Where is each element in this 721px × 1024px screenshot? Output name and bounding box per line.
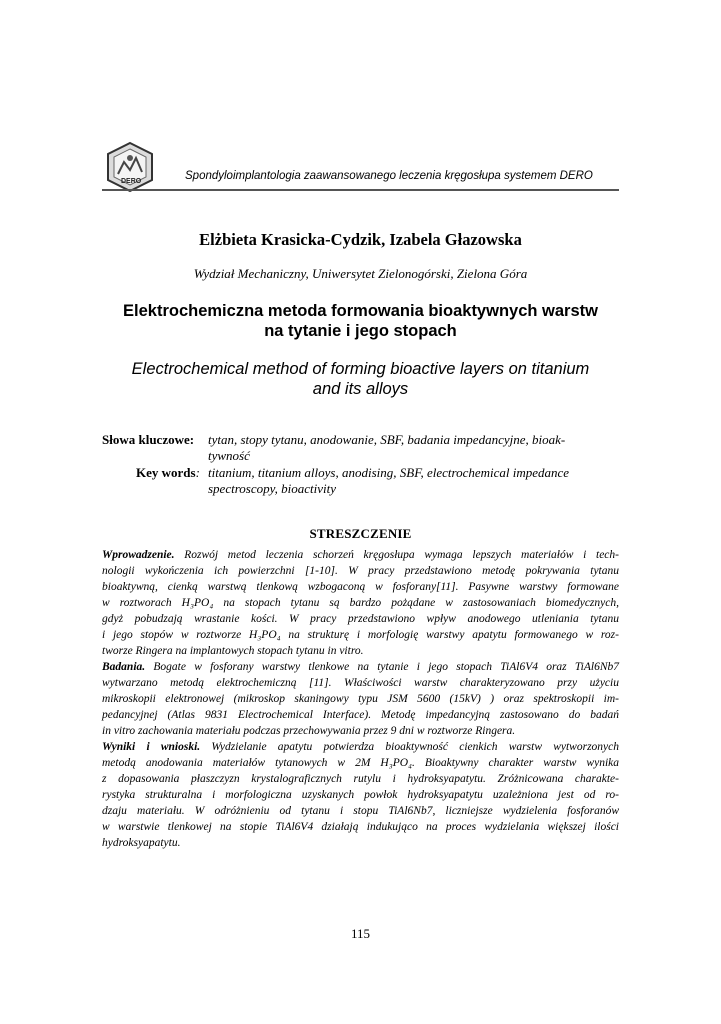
abstract-line: w warstwie tlenkowej na stopie TiAl6V4 działają indukująco na proces wydzielania większej ilości — [102, 821, 619, 833]
abstract-line: Badania. Bogate w fosforany warstwy tlenkowe na tytanie i jego stopach TiAl6V4 oraz TiAl6Nb7 — [102, 661, 619, 673]
running-title: Spondyloimplantologia zaawansowanego leczenia kręgosłupa systemem DERO — [185, 170, 593, 182]
title-english-line: and its alloys — [312, 380, 409, 398]
journal-logo — [104, 141, 156, 193]
affiliation: Wydział Mechaniczny, Uniwersytet Zielonogórski, Zielona Góra — [193, 266, 528, 281]
methods-label: Badania. — [102, 661, 146, 673]
title-polish-line: na tytanie i jego stopach — [264, 322, 457, 340]
abstract-line: gdyż pobudzają wrastanie kości. W pracy przedstawiono wpływ anodowego utleniania tytanu — [102, 613, 619, 625]
abstract-line: hydroksyapatytu. — [102, 837, 181, 849]
title-polish — [100, 301, 621, 341]
abstract-line: Wyniki i wnioski. Wydzielanie apatytu potwierdza bioaktywność cienkich warstw wytworzonych — [102, 741, 620, 753]
title-polish-line: Elektrochemiczna metoda formowania bioaktywnych warstw — [123, 302, 598, 320]
keywords-block — [0, 432, 721, 502]
page-number: 115 — [350, 926, 371, 941]
abstract-line: z dopasowania płaszczyzn krystalograficznych rutylu i hydroksyapatytu. Zróżnicowana charakte- — [102, 773, 619, 785]
abstract-line: dzaju materiału. W odróżnieniu od tytanu i stopu TiAl6Nb7, liczniejsze wydzielenia fosforanów — [102, 805, 619, 817]
keywords-en-line: titanium, titanium alloys, anodising, SBF, electrochemical impedance — [208, 465, 570, 480]
keywords-pl-line: tywność — [208, 448, 250, 463]
abstract-line: Wprowadzenie. Rozwój metod leczenia schorzeń kręgosłupa wymaga lepszych materiałów i tech- — [102, 549, 619, 561]
intro-label: Wprowadzenie. — [102, 549, 175, 561]
keywords-en-label — [136, 465, 200, 481]
abstract-line: bioaktywną, cienką warstwą tlenkową wzbogaconą w fosforany[11]. Pasywne warstwy formowane — [102, 581, 619, 593]
abstract-line: i jego stopów w roztworze H₃PO₄ na strukturę i morfologię warstwy apatytu formowanego w roz- — [102, 629, 619, 641]
abstract-line: in vitro zachowania materiału podczas przechowywania przez 9 dni w roztworze Ringera. — [102, 725, 516, 737]
abstract-line: mikroskopii elektronowej (mikroskop skaningowy typu JSM 5600 (15kV) ) oraz spektroskopii im- — [102, 693, 619, 705]
keywords-en-colon: : — [195, 465, 200, 480]
abstract-line: tworze Ringera na implantowych stopach tytanu in vitro. — [102, 645, 364, 657]
keywords-pl-label: Słowa kluczowe: — [102, 432, 195, 447]
results-label: Wyniki i wnioski. — [102, 741, 201, 753]
abstract-line: nologii wykończenia ich powierzchni [1-10]. W pracy przedstawiono metodę pokrywania tytanu — [102, 565, 619, 577]
abstract-heading: STRESZCZENIE — [309, 526, 412, 541]
title-english-line: Electrochemical method of forming bioactive layers on titanium — [131, 360, 590, 378]
abstract-line: pedancyjnej (Atlas 9831 Electrochemical Interface). Metodę impedancyjną zastosowano do badań — [102, 709, 619, 721]
keywords-en-label-text: Key words — [136, 465, 196, 480]
abstract-line: w roztworach H₃PO₄ na stopach tytanu są bardzo pożądane w zastosowaniach biomedycznych, — [102, 597, 619, 609]
abstract-line: wytwarzano metodą elektrochemiczną [11]. Właściwości warstw charakteryzowano przy użyciu — [102, 677, 619, 689]
header-divider — [102, 189, 619, 191]
abstract-line: metodą anodowania materiałów tytanowych w 2M H₃PO₄. Bioaktywny charakter warstw wynika — [102, 757, 619, 769]
authors: Elżbieta Krasicka-Cydzik, Izabela Głazowska — [199, 230, 522, 249]
logo-text: DERO — [121, 178, 142, 185]
abstract-line: rystyka strukturalna i morfologiczna uzyskanych powłok hydroksyapatytu uzależniona jest od ro- — [102, 789, 619, 801]
title-english — [100, 359, 621, 399]
keywords-pl-line: tytan, stopy tytanu, anodowanie, SBF, badania impedancyjne, bioak- — [208, 432, 566, 447]
keywords-en-line: spectroscopy, bioactivity — [208, 481, 337, 496]
abstract-body — [102, 547, 619, 851]
